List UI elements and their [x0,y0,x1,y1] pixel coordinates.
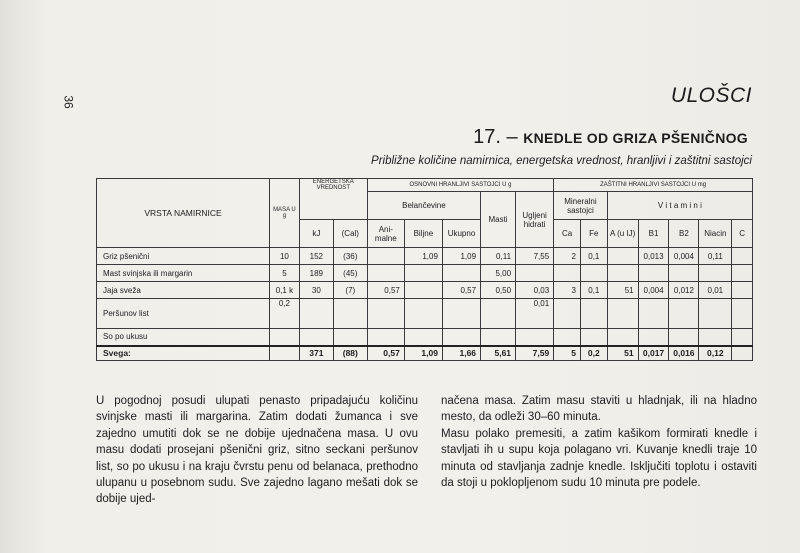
row-name: So po ukusu [97,329,270,346]
table-row [97,282,753,299]
row-name: Griz pšenični [97,248,270,265]
total-cal: (88) [333,346,367,361]
row-name: Peršunov list [97,299,270,329]
recipe-number: 17. – [473,126,518,148]
header-c: C [732,220,753,248]
cell-niacin [699,329,732,346]
cell-ani [367,248,404,265]
header-masti: Masti [481,192,516,248]
instructions-paragraph: načena masa. Zatim masu staviti u hladnjak, ili na hladno mesto, da odleži 30–60 minuta. [441,395,757,424]
header-niacin: Niacin [699,220,732,248]
total-ugljeni: 7,59 [516,346,554,361]
total-masti: 5,61 [481,346,516,361]
table-row [97,248,753,265]
cell-cal [333,329,367,346]
recipe-heading [473,126,748,149]
header-b2: B2 [669,220,699,248]
header-cal: (Cal) [333,220,367,248]
cell-biljne [404,265,442,282]
instructions-paragraph: U pogodnoj posudi ulupati penasto pripadajuću količinu svinjske masti ili margarina. Zatim dodati žumanca i sve zajedno umutiti dok se ne dobije ujednačena masa. U ovu masu dodati prosejani pšenični griz, sitno seckani peršunov list, so po ukusu i na kraju čvrstu penu od belanaca, prethodno ulupanu u posebnom sudu. Sve zajedno lagano mešati dok se dobije ujed- [96,395,418,506]
cell-ca: 2 [554,248,581,265]
cell-ukupno [442,299,480,329]
total-masa [269,346,299,361]
cell-b2 [669,299,699,329]
total-a: 51 [607,346,638,361]
cell-niacin: 0,01 [699,282,732,299]
cell-cal [333,299,367,329]
cell-kj: 30 [299,282,333,299]
cell-fe [580,265,607,282]
header-energy: ENERGETSKA VREDNOST [299,179,367,220]
cell-b1 [638,329,669,346]
section-title: ULOŠCI [670,84,752,107]
cell-masti: 0,11 [481,248,516,265]
total-biljne: 1,09 [404,346,442,361]
cell-a [607,248,638,265]
instructions-paragraph: Masu polako premesiti, a zatim kašikom formirati knedle i stavljati ih u supu koja polagano vri. Kuvanje knedli traje 10 minuta od stavljanja zadnje knedle. Isključiti toplotu i ostaviti da stoji u poklopljenom sudu 10 minuta pre podele. [441,427,757,490]
header-ca: Ca [554,220,581,248]
recipe-title: KNEDLE OD GRIZA PŠENIČNOG [523,130,748,146]
total-label: Svega: [97,346,270,361]
cell-ukupno: 0,57 [442,282,480,299]
row-name: Jaja sveža [97,282,270,299]
cell-masa: 10 [269,248,299,265]
cell-c [732,329,753,346]
header-ugljeni: Ugljeni hidrati [516,192,554,248]
cell-a: 51 [607,282,638,299]
row-name: Mast svinjska ili margarin [97,265,270,282]
cell-b2 [669,265,699,282]
instructions-left-column [96,393,418,508]
cell-ani [367,299,404,329]
cell-cal: (7) [333,282,367,299]
cell-masa: 0,1 k [269,282,299,299]
header-vitamini: V i t a m i n i [607,192,752,220]
cell-ugljeni: 0,03 [516,282,554,299]
cell-c [732,282,753,299]
cell-a [607,265,638,282]
nutrition-table [96,178,753,361]
cell-niacin [699,265,732,282]
cell-a [607,299,638,329]
cell-ugljeni [516,265,554,282]
header-kj: kJ [299,220,333,248]
cell-ani [367,329,404,346]
cell-kj: 189 [299,265,333,282]
cell-masa [269,329,299,346]
cell-ca: 3 [554,282,581,299]
cell-cal: (45) [333,265,367,282]
cell-cal: (36) [333,248,367,265]
header-zastitni: ZAŠTITNI HRANLJIVI SASTOJCI U mg [554,179,753,192]
header-belancevine: Belančevine [367,192,480,220]
cell-ani: 0,57 [367,282,404,299]
cell-ukupno [442,329,480,346]
header-mineralni: Mineralni sastojci [554,192,608,220]
cell-masa: 5 [269,265,299,282]
cell-b1: 0,004 [638,282,669,299]
header-biljne: Biljne [404,220,442,248]
cell-fe: 0,1 [580,282,607,299]
cell-masti: 5,00 [481,265,516,282]
cell-ugljeni: 7,55 [516,248,554,265]
cell-niacin [699,299,732,329]
table-row [97,265,753,282]
cell-fe: 0,1 [580,248,607,265]
total-niacin: 0,12 [699,346,732,361]
cell-ani [367,265,404,282]
cell-biljne: 1,09 [404,248,442,265]
cell-b1 [638,299,669,329]
cell-biljne [404,282,442,299]
header-a: A (u IJ) [607,220,638,248]
cell-ugljeni [516,329,554,346]
header-ani: Ani-malne [367,220,404,248]
cell-b1: 0,013 [638,248,669,265]
table-row [97,329,753,346]
header-ukupno: Ukupno [442,220,480,248]
cell-masa: 0,2 [269,299,299,329]
cell-c [732,248,753,265]
cell-b2: 0,012 [669,282,699,299]
cell-kj [299,329,333,346]
header-masa: MASA U g [269,179,299,248]
cell-fe [580,299,607,329]
table-row [97,299,753,329]
header-osnovni: OSNOVNI HRANLJIVI SASTOJCI U g [367,179,553,192]
cell-c [732,299,753,329]
cell-masti [481,329,516,346]
cell-ca [554,299,581,329]
cell-ukupno: 1,09 [442,248,480,265]
header-fe: Fe [580,220,607,248]
page-number: 36 [61,95,76,109]
cell-masti [481,299,516,329]
total-ukupno: 1,66 [442,346,480,361]
cell-ugljeni: 0,01 [516,299,554,329]
cell-biljne [404,329,442,346]
total-row [97,346,753,361]
cell-ca [554,265,581,282]
instructions-right-column [441,393,757,491]
total-ani: 0,57 [367,346,404,361]
cell-kj [299,299,333,329]
cell-b1 [638,265,669,282]
cell-masti: 0,50 [481,282,516,299]
total-b2: 0,016 [669,346,699,361]
cell-a [607,329,638,346]
cell-ca [554,329,581,346]
cell-biljne [404,299,442,329]
total-kj: 371 [299,346,333,361]
total-c [732,346,753,361]
total-fe: 0,2 [580,346,607,361]
cell-niacin: 0,11 [699,248,732,265]
header-vrsta: VRSTA NAMIRNICE [97,179,270,248]
table-subtitle: Približne količine namirnica, energetska vrednost, hranljivi i zaštitni sastojci [371,155,752,167]
cell-c [732,265,753,282]
total-ca: 5 [554,346,581,361]
cell-fe [580,329,607,346]
cell-b2 [669,329,699,346]
cell-ukupno [442,265,480,282]
cell-b2: 0,004 [669,248,699,265]
total-b1: 0,017 [638,346,669,361]
header-b1: B1 [638,220,669,248]
cell-kj: 152 [299,248,333,265]
